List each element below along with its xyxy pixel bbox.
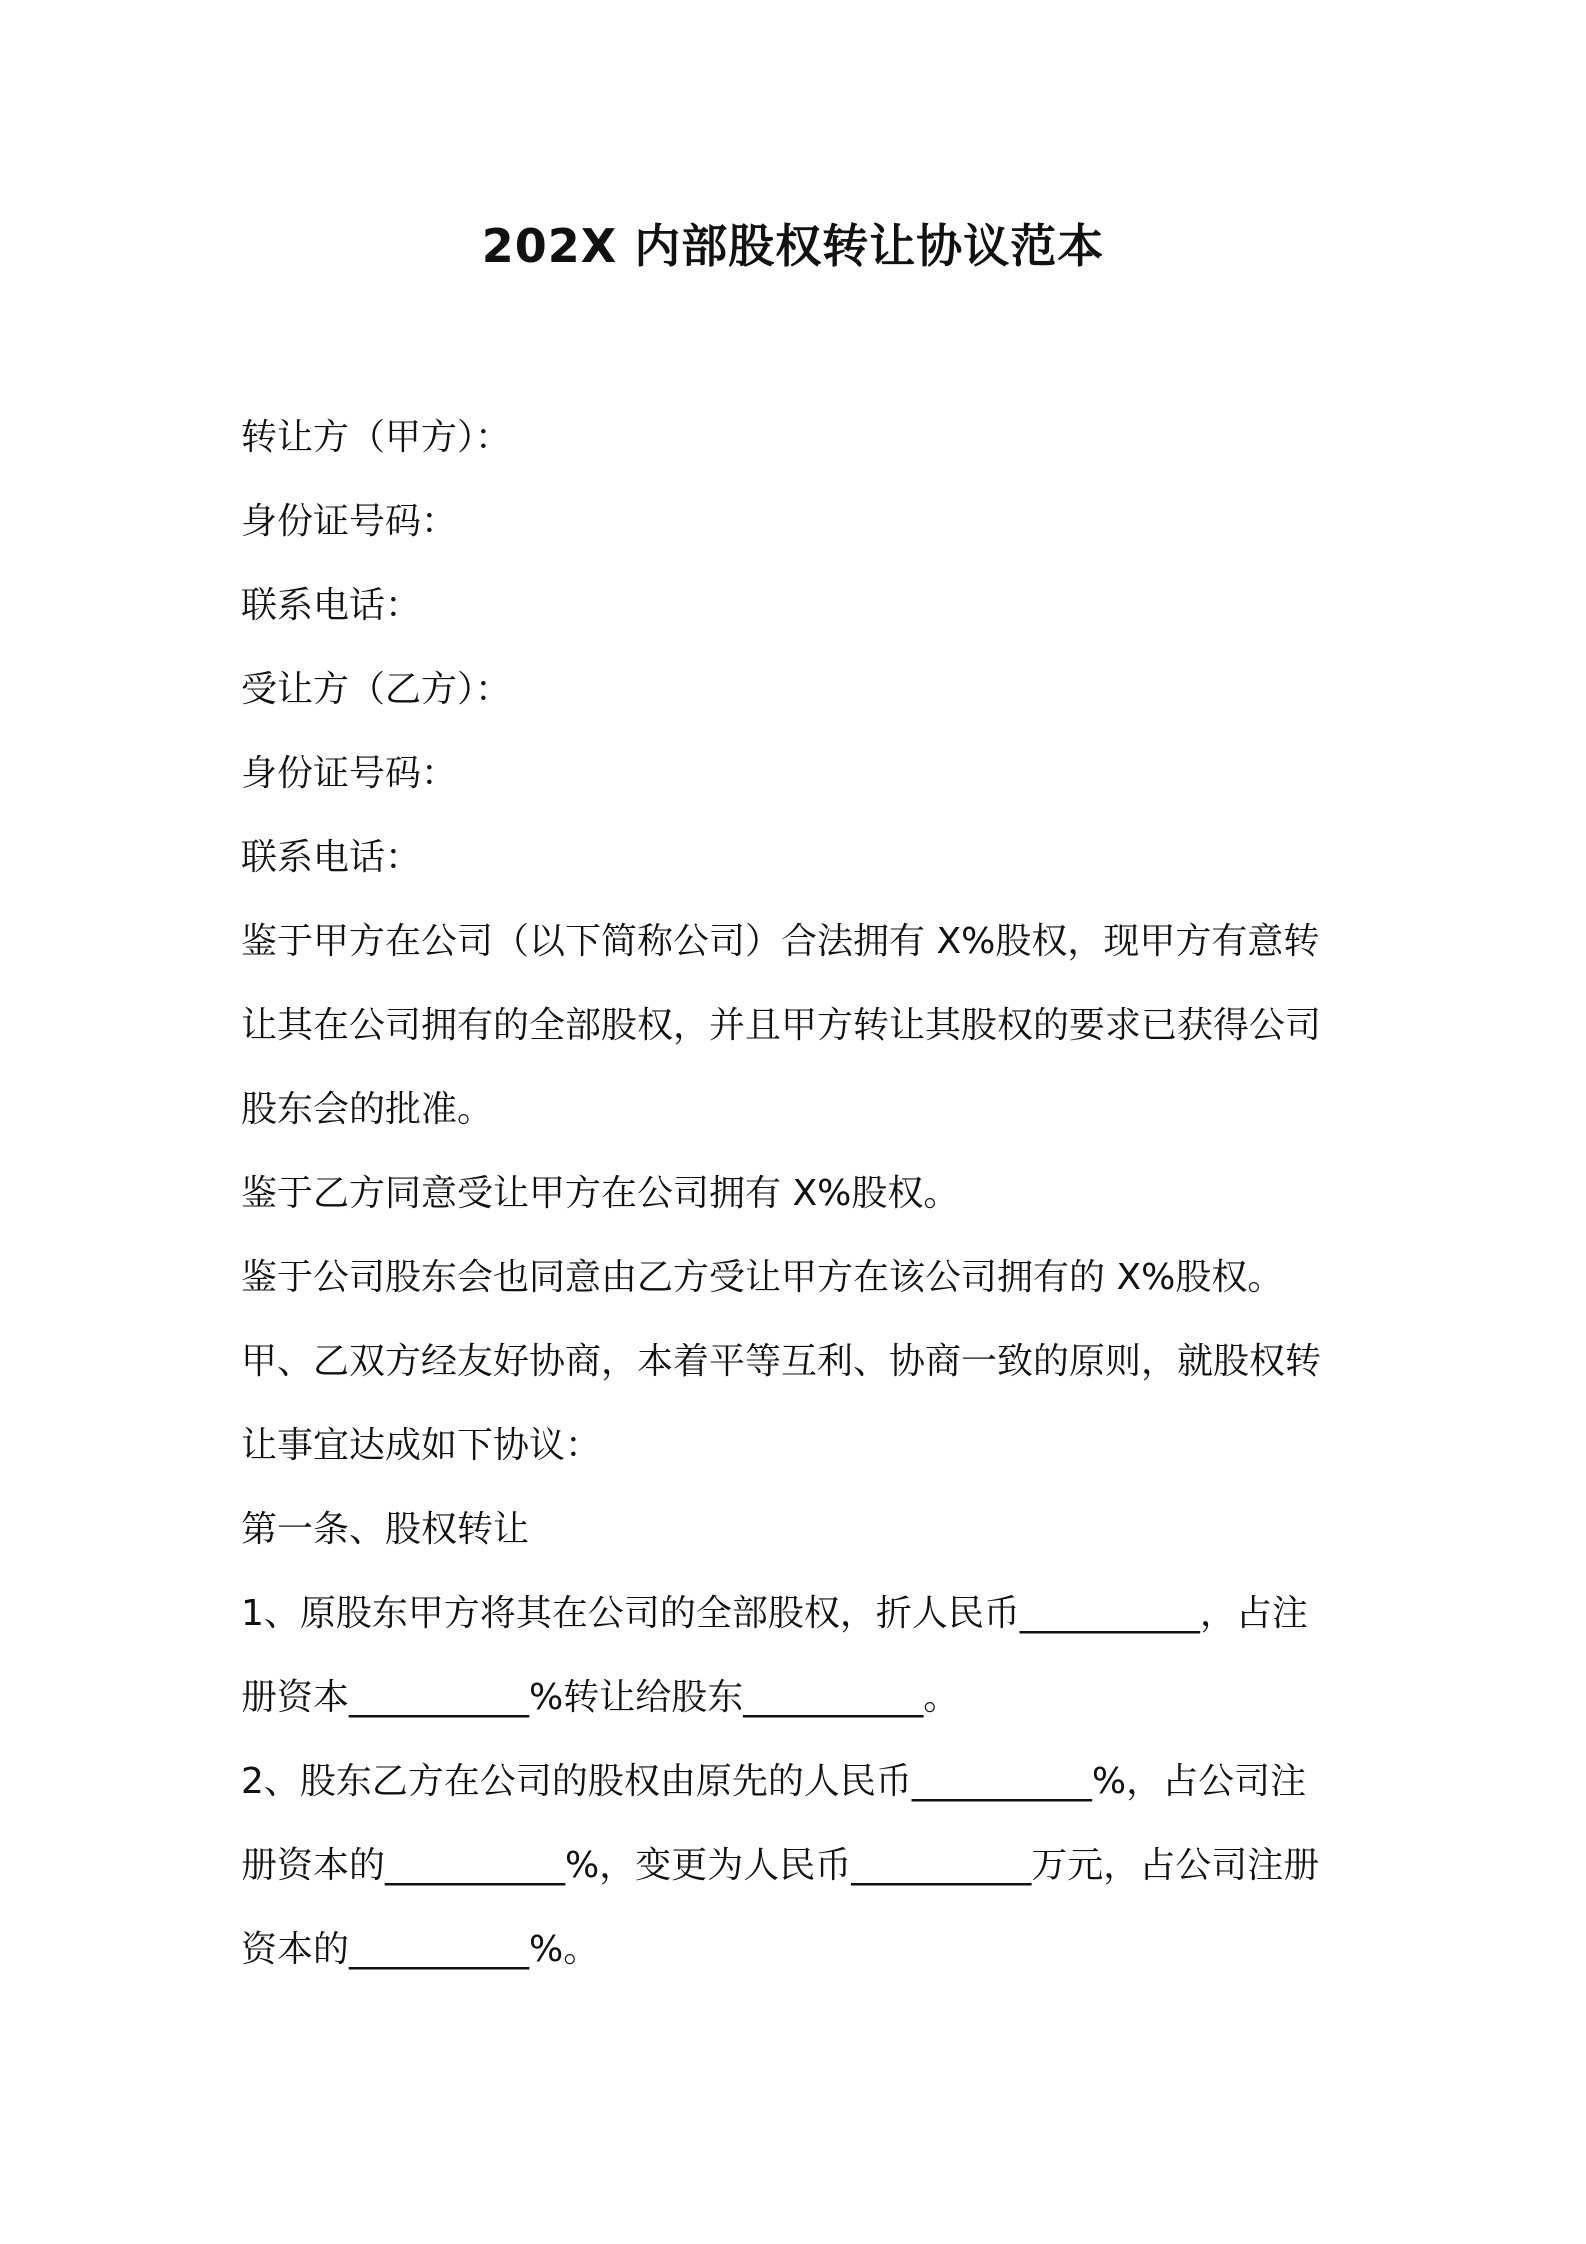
document-body: [241, 396, 1357, 1992]
recital-1-line-1: 鉴于甲方在公司（以下简称公司）合法拥有 X%股权，现甲方有意转: [241, 921, 1320, 962]
agreement-intro-line-1: 甲、乙双方经友好协商，本着平等互利、协商一致的原则，就股权转: [241, 1341, 1322, 1382]
clause-1-line-1: 1、原股东甲方将其在公司的全部股权，折人民币__________，占注: [241, 1593, 1308, 1634]
clause-2-line-2: 册资本的__________%，变更为人民币__________万元，占公司注册: [241, 1845, 1320, 1886]
recital-3: 鉴于公司股东会也同意由乙方受让甲方在该公司拥有的 X%股权。: [241, 1257, 1284, 1298]
transferee-id-label: 身份证号码：: [241, 753, 458, 794]
clause-2-line-1: 2、股东乙方在公司的股权由原先的人民币__________%，占公司注: [241, 1761, 1307, 1802]
transferor-phone-label: 联系电话：: [241, 585, 422, 626]
recital-2: 鉴于乙方同意受让甲方在公司拥有 X%股权。: [241, 1173, 960, 1214]
recital-1-line-3: 股东会的批准。: [241, 1089, 494, 1130]
document-title: 202X 内部股权转让协议范本: [481, 219, 1105, 273]
article-1-heading: 第一条、股权转让: [241, 1509, 530, 1550]
transferor-label: 转让方（甲方）：: [241, 417, 512, 458]
transferee-label: 受让方（乙方）：: [241, 669, 512, 710]
agreement-intro-line-2: 让事宜达成如下协议：: [241, 1425, 602, 1466]
transferee-phone-label: 联系电话：: [241, 837, 422, 878]
recital-1-line-2: 让其在公司拥有的全部股权，并且甲方转让其股权的要求已获得公司: [241, 1005, 1322, 1046]
clause-2-line-3: 资本的__________%。: [241, 1929, 600, 1970]
transferor-id-label: 身份证号码：: [241, 501, 458, 542]
clause-1-line-2: 册资本__________%转让给股东__________。: [241, 1677, 960, 1718]
